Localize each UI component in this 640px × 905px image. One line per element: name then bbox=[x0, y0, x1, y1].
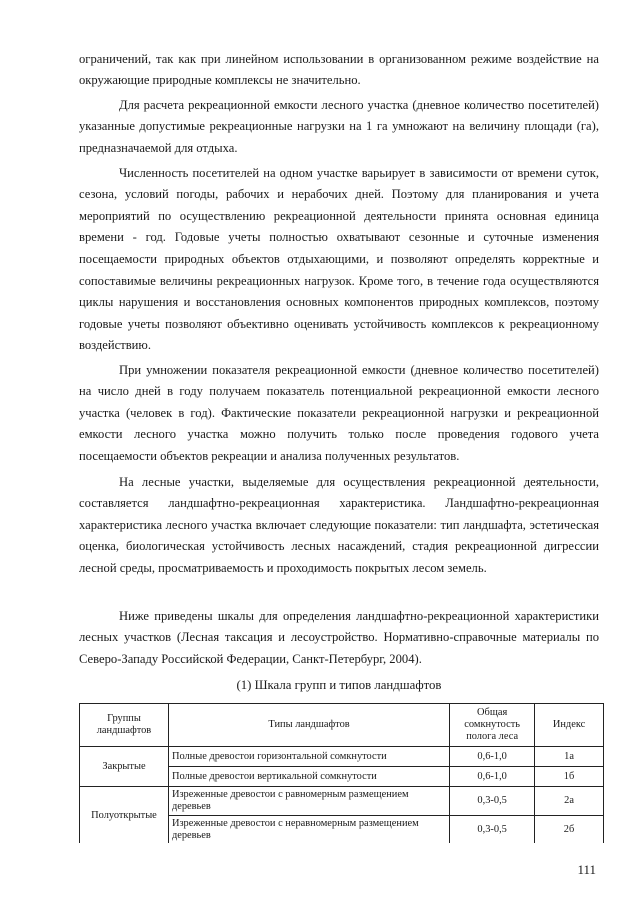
table-row bbox=[80, 787, 604, 816]
density-cell: 0,6-1,0 bbox=[450, 747, 535, 767]
page-number: 111 bbox=[577, 862, 596, 877]
index-cell: 2а bbox=[535, 787, 604, 816]
header-groups: Группы ландшафтов bbox=[80, 704, 169, 747]
index-cell: 2б bbox=[535, 816, 604, 845]
table-caption: (1) Шкала групп и типов ландшафтов bbox=[236, 678, 442, 692]
header-density: Общая сомкнутость полога леса bbox=[450, 704, 535, 747]
landscape-type-cell: Полные древостои горизонтальной сомкнутости bbox=[168, 747, 449, 767]
landscape-type-cell: Изреженные древостои с неравномерным размещением деревьев bbox=[168, 816, 449, 845]
table-row bbox=[80, 747, 604, 767]
page-bottom-margin bbox=[0, 843, 640, 905]
group-cell: Закрытые bbox=[80, 747, 169, 787]
landscape-groups-table bbox=[79, 703, 604, 845]
group-cell: Полуоткрытые bbox=[80, 787, 169, 845]
density-cell: 0,6-1,0 bbox=[450, 767, 535, 787]
paragraph-landscape-characteristic: На лесные участки, выделяемые для осуществления рекреационной деятельности, составляется ландшафтно-рекреационная характеристика. Ландшафтно-рекреационная характеристика лесного участка включает следующие показатели: тип ландшафта, эстетическая оценка, биологическая устойчивость лесных насаждений, стадия рекреационной дигрессии лесной среды, просматриваемость и проходимость покрытых лесом земель. bbox=[79, 474, 599, 575]
density-cell: 0,3-0,5 bbox=[450, 816, 535, 845]
paragraph-recreational-capacity: Для расчета рекреационной емкости лесного участка (дневное количество посетителей) указанные допустимые рекреационные нагрузки на 1 га умножают на величину площади (га), предназначаемой для отдыха. bbox=[79, 97, 599, 155]
header-types: Типы ландшафтов bbox=[168, 704, 449, 747]
paragraph-potential-capacity: При умножении показателя рекреационной емкости (дневное количество посетителей) на число дней в году получаем показатель потенциальной рекреационной емкости лесного участка (человек в год). Фактические показатели рекреационной нагрузки и рекреационной емкости лесного участка можно получить только после проведения годового учета посещаемости объектов рекреации и анализа полученных результатов. bbox=[79, 362, 599, 463]
paragraph-continuation: ограничений, так как при линейном использовании в организованном режиме воздействие на окружающие природные комплексы не значительно. bbox=[79, 51, 599, 88]
landscape-type-cell: Полные древостои вертикальной сомкнутости bbox=[168, 767, 449, 787]
paragraph-scales-intro: Ниже приведены шкалы для определения ландшафтно-рекреационной характеристики лесных участков (Лесная таксация и лесоустройство. Нормативно-справочные материалы по Северо-Западу Российской Федерации, Санкт-Петербург, 2004). bbox=[79, 608, 599, 666]
landscape-type-cell: Изреженные древостои с равномерным размещением деревьев bbox=[168, 787, 449, 816]
header-index: Индекс bbox=[535, 704, 604, 747]
density-cell: 0,3-0,5 bbox=[450, 787, 535, 816]
paragraph-visitor-count: Численность посетителей на одном участке варьирует в зависимости от времени суток, сезона, условий погоды, рабочих и нерабочих дней. Поэтому для планирования и учета мероприятий по осуществлению рекреационной деятельности принята основная единица времени - год. Годовые учеты полностью охватывают сезонные и суточные изменения посещаемости природных объектов отдыхающими, и позволяют определять корректные и сопоставимые величины рекреационных нагрузок. Кроме того, в течение года осуществляются циклы нарушения и восстановления основных компонентов природных комплексов, поэтому годовые учеты позволяют объективно оценивать устойчивость комплексов к рекреационному воздействию. bbox=[79, 165, 599, 353]
index-cell: 1б bbox=[535, 767, 604, 787]
index-cell: 1а bbox=[535, 747, 604, 767]
table-header-row bbox=[80, 704, 604, 747]
